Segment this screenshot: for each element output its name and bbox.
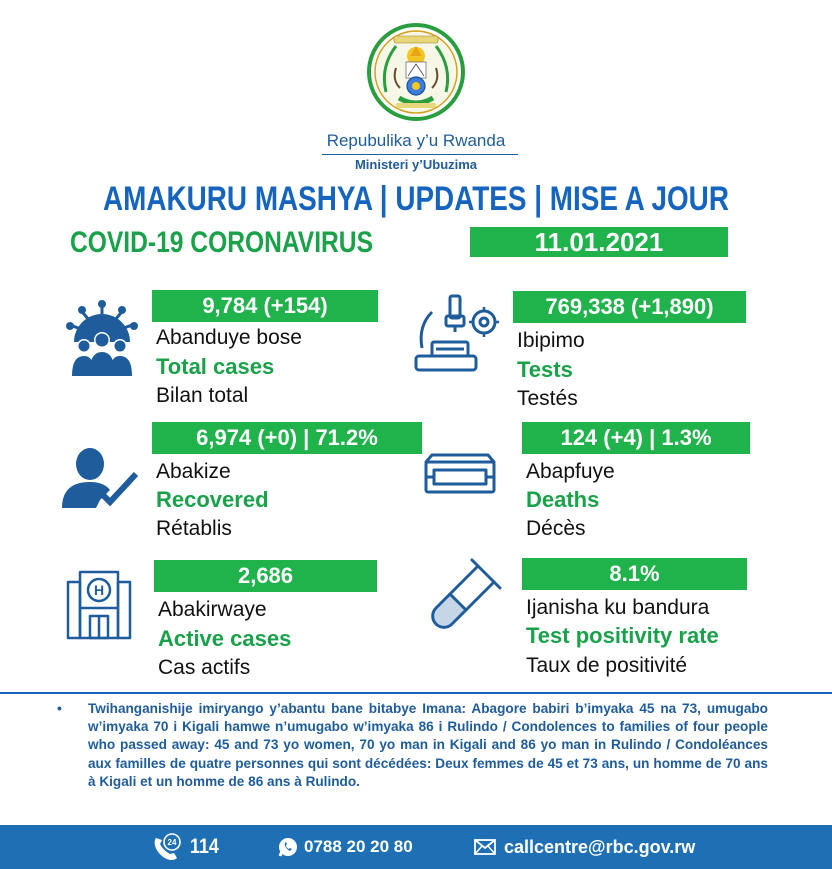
contact-footer: [0, 825, 832, 869]
deaths-value: 124 (+4) | 1.3%: [522, 422, 750, 454]
note-bullet: •: [57, 700, 62, 716]
deaths-rw: Abapfuye: [526, 460, 615, 483]
email-contact[interactable]: [474, 825, 695, 869]
whatsapp-number: 0788 20 20 80: [304, 837, 413, 856]
total-cases-value: 9,784 (+154): [152, 290, 378, 322]
whatsapp-icon: [278, 837, 298, 857]
tests-rw: Ibipimo: [517, 329, 585, 352]
hotline-contact[interactable]: [150, 825, 224, 869]
total-cases-rw: Abanduye bose: [156, 326, 302, 349]
ministry-name: Ministeri y’Ubuzima: [354, 157, 478, 172]
total-cases-fr: Bilan total: [156, 384, 249, 407]
hotline-number: 114: [190, 835, 219, 858]
positivity-rw: Ijanisha ku bandura: [526, 596, 710, 619]
recovered-rw: Abakize: [156, 460, 231, 483]
deaths-fr: Décès: [526, 517, 586, 540]
active-cases-rw: Abakirwaye: [158, 598, 267, 621]
date-badge: 11.01.2021: [470, 227, 728, 257]
whatsapp-contact[interactable]: [278, 825, 413, 869]
hospital-icon: [64, 568, 134, 640]
recovered-fr: Rétablis: [156, 517, 232, 540]
recovered-value: 6,974 (+0) | 71.2%: [152, 422, 422, 454]
hotline-badge: 24: [167, 838, 177, 847]
section-divider: [0, 692, 832, 694]
country-name: Repubulika y’u Rwanda: [326, 131, 506, 150]
mail-icon: [474, 839, 496, 855]
positivity-fr: Taux de positivité: [526, 654, 688, 677]
person-check-icon: [60, 446, 140, 512]
deaths-en: Deaths: [526, 487, 600, 512]
active-cases-en: Active cases: [158, 626, 292, 651]
phone-24-icon: [150, 832, 184, 862]
microscope-icon: [412, 292, 502, 376]
test-tube-icon: [420, 554, 506, 640]
email-address: callcentre@rbc.gov.rw: [504, 836, 696, 857]
positivity-value: 8.1%: [522, 558, 747, 590]
active-cases-value: 2,686: [154, 560, 377, 592]
page-title: AMAKURU MASHYA | UPDATES | MISE A JOUR: [103, 180, 729, 218]
svg-text:H: H: [93, 582, 105, 598]
coronavirus-people-icon: [62, 296, 142, 378]
active-cases-fr: Cas actifs: [158, 656, 251, 679]
rwanda-coat-of-arms-icon: [366, 22, 466, 122]
positivity-en: Test positivity rate: [526, 623, 719, 648]
coffin-icon: [422, 452, 498, 498]
tests-value: 769,338 (+1,890): [513, 291, 746, 323]
total-cases-en: Total cases: [156, 354, 275, 379]
page-subtitle: COVID-19 CORONAVIRUS: [70, 226, 373, 259]
recovered-en: Recovered: [156, 487, 269, 512]
tests-en: Tests: [517, 357, 573, 382]
condolences-note: Twihanganishije imiryango y’abantu bane bitabye Imana: Abagore babiri b’imyaka 45 na 73, umugabo w’imyaka 70 i Kigali hamwe n’umugabo w’imyaka 86 i Rulindo / Condolences to families of four people who passed away: 45 and 73 yo women, 70 yo man in Kigali and 86 yo man in Rulindo / Condoléances aux familles de quatre personnes qui sont décédées: Deux femmes de 45 et 73 ans, un homme de 70 ans à Kigali et un homme de 86 ans à Rulindo.: [88, 701, 768, 789]
tests-fr: Testés: [517, 387, 578, 410]
header-divider: [322, 154, 518, 155]
